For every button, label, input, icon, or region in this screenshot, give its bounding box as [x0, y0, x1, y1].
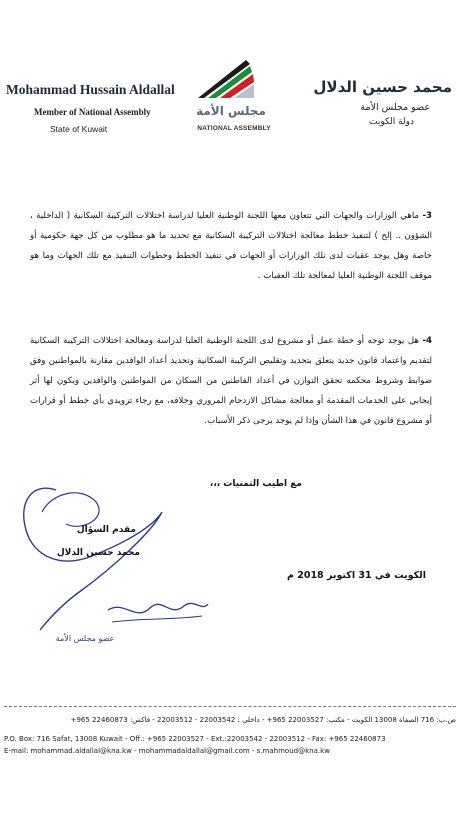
- signature-stamp-script: [108, 603, 208, 612]
- question-3: [30, 206, 432, 286]
- date-line: الكويت في 31 اكتوبر 2018 م: [286, 570, 426, 581]
- footer-divider: [4, 706, 456, 707]
- member-role-en: Member of National Assembly: [34, 107, 151, 117]
- footer-address-ar: ص.ب: 716 الصفاة 13008 الكويت - مكتب: 22003527 965+ - داخلي : 22003542 - 22003512 - فاكس: 22460873 965+: [70, 716, 456, 724]
- signature-loop: [24, 488, 162, 630]
- question-3-number: 3-: [422, 211, 432, 221]
- member-name-ar: محمد حسين الدلال: [313, 78, 452, 96]
- logo-arabic-text: مجلس الأمة: [196, 104, 266, 118]
- question-4-number: 4-: [422, 336, 432, 346]
- signature-inner-stroke: [42, 493, 99, 526]
- state-en: State of Kuwait: [50, 124, 108, 134]
- signature-underline: [112, 616, 202, 622]
- member-role-ar: عضو مجلس الأمة: [360, 102, 430, 113]
- submitter-label: مقدم السؤال: [76, 525, 136, 535]
- state-ar: دولة الكويت: [369, 117, 414, 127]
- stamp-role: عضو مجلس الأمة: [55, 634, 115, 643]
- english-letterhead: [6, 82, 176, 134]
- question-4-text: هل يوجد توجه أو خطة عمل أو مشروع لدى اللجنة الوطنية العليا لدراسة ومعالجة اختلالات التركيبة السكانية لتقديم واعتماد قانون جديد يتعلق بتحديد وتقليص التركيبة السكانية وتحديد أعداد الوافدين مقارنة بالمواطنين وفق ضوابط وشروط محكمه تحقق التوازن في أعداد القاطنين من السكان من المواطنين والوافدين ويكون لها أثر إيجابي على الخدمات المقدمة أو معالجة مشاكل الازدحام المروري وخلافه، مع رجاء تزويدي بأي خطط أو قرارات أو مشروع قانون في هذا الشأن وإذا لم يوجد يرجى ذكر الأسباب.: [30, 336, 432, 426]
- question-4: [30, 331, 432, 431]
- logo-english-text: NATIONAL ASSEMBLY: [197, 125, 271, 132]
- arabic-letterhead: [302, 78, 452, 127]
- question-3-text: ماهي الوزارات والجهات التي تتعاون معها اللجنة الوطنية العليا لدراسة اختلالات التركيبة السكانية ( الداخلية ، الشؤون .. إلخ ) لتنفيذ خطط معالجة اختلالات التركيبة السكانية مع تحديد ما هو مطلوب من كل جهة حكومية أو خاصة وهل يوجد عقبات لدى تلك الوزارات أو الجهات في تنفيذ الخطط وخطوات التنفيذ مع تلك الجهات وما هو موقف اللجنة الوطنية العليا لمعالجة تلك العقبات .: [30, 211, 432, 281]
- footer-address-en: P.O. Box: 716 Safat, 13008 Kuwait - Off.: +965 22003527 - Ext.:22003542 - 22003512 - Fax: +965 22460873: [4, 735, 386, 743]
- closing-greeting: مع اطيب التمنيات ،،،: [209, 479, 302, 489]
- member-name-en: Mohammad Hussain Aldallal: [6, 82, 175, 97]
- footer-emails: E-mail: mohammad.aldallal@kna.kw - mohammadaldallal@gmail.com - s.mahmoud@kna.kw: [4, 747, 330, 755]
- submitter-name: محمد حسين الدلال: [56, 548, 140, 558]
